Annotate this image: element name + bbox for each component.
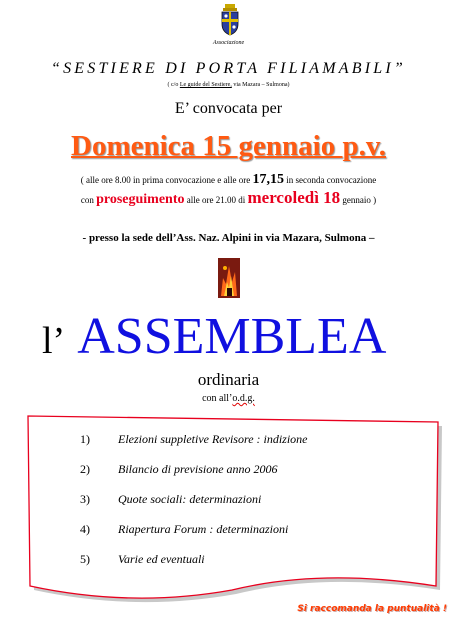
coat-of-arms-icon: [218, 4, 242, 36]
agenda-item: [80, 492, 261, 507]
times-line-2: [0, 188, 457, 208]
association-title: “SESTIERE DI PORTA FILIAMABILI”: [50, 60, 407, 77]
assembly-article: l’: [42, 320, 66, 362]
agenda-item-number: 1): [80, 432, 90, 446]
assembly-heading: [42, 307, 442, 366]
agenda-abbrev: o.d.g.: [232, 393, 255, 404]
association-label: Associazione: [212, 40, 245, 46]
assembly-type: ordinaria: [197, 370, 260, 389]
agenda-item-number: 3): [80, 492, 90, 506]
times-line-1: [0, 172, 457, 188]
agenda-item-text: Quote sociali: determinazioni: [118, 492, 262, 506]
agenda-item-text: Riapertura Forum : determinazioni: [118, 522, 289, 536]
agenda-item-text: Bilancio di previsione anno 2006: [118, 462, 278, 476]
meeting-date: Domenica 15 gennaio p.v.: [71, 130, 386, 162]
agenda-item: [80, 432, 308, 447]
agenda-intro: [0, 393, 457, 404]
address-note-suffix: via Mazara – Sulmona): [231, 82, 290, 88]
agenda-item-text: Elezioni suppletive Revisore : indizione: [118, 432, 308, 446]
agenda-item: [80, 552, 205, 567]
agenda-item-number: 5): [80, 552, 90, 566]
punctuality-note: Si raccomanda la puntualità !: [297, 604, 447, 614]
convocation-text: E’ convocata per: [174, 100, 283, 117]
assembly-word: ASSEMBLEA: [77, 308, 387, 365]
agenda-item-number: 4): [80, 522, 90, 536]
times-line-2-c: gennaio ): [340, 195, 377, 205]
times-line-1-b: in seconda convocazione: [283, 175, 377, 185]
continuation-word: proseguimento: [96, 192, 185, 207]
address-note-prefix: ( c/o: [167, 82, 180, 88]
times-line-1-a: ( alle ore 8.00 in prima convocazione e alle ore: [80, 175, 253, 185]
illustration-image: [218, 258, 240, 298]
address-note-link-text: Le guide del Sestiere,: [179, 82, 232, 88]
continuation-date: mercoledì 18: [247, 188, 341, 207]
agenda-intro-prefix: con all’: [202, 393, 233, 404]
address-note: [0, 82, 457, 88]
times-line-2-a: con: [80, 195, 97, 205]
agenda-item: [80, 522, 288, 537]
times-line-2-b: alle ore 21.00 di: [184, 195, 248, 205]
agenda-item: [80, 462, 278, 477]
second-call-time: 17,15: [252, 172, 284, 187]
agenda-item-number: 2): [80, 462, 90, 476]
venue-text: - presso la sede dell’Ass. Naz. Alpini in via Mazara, Sulmona –: [82, 232, 375, 244]
agenda-item-text: Varie ed eventuali: [118, 552, 205, 566]
